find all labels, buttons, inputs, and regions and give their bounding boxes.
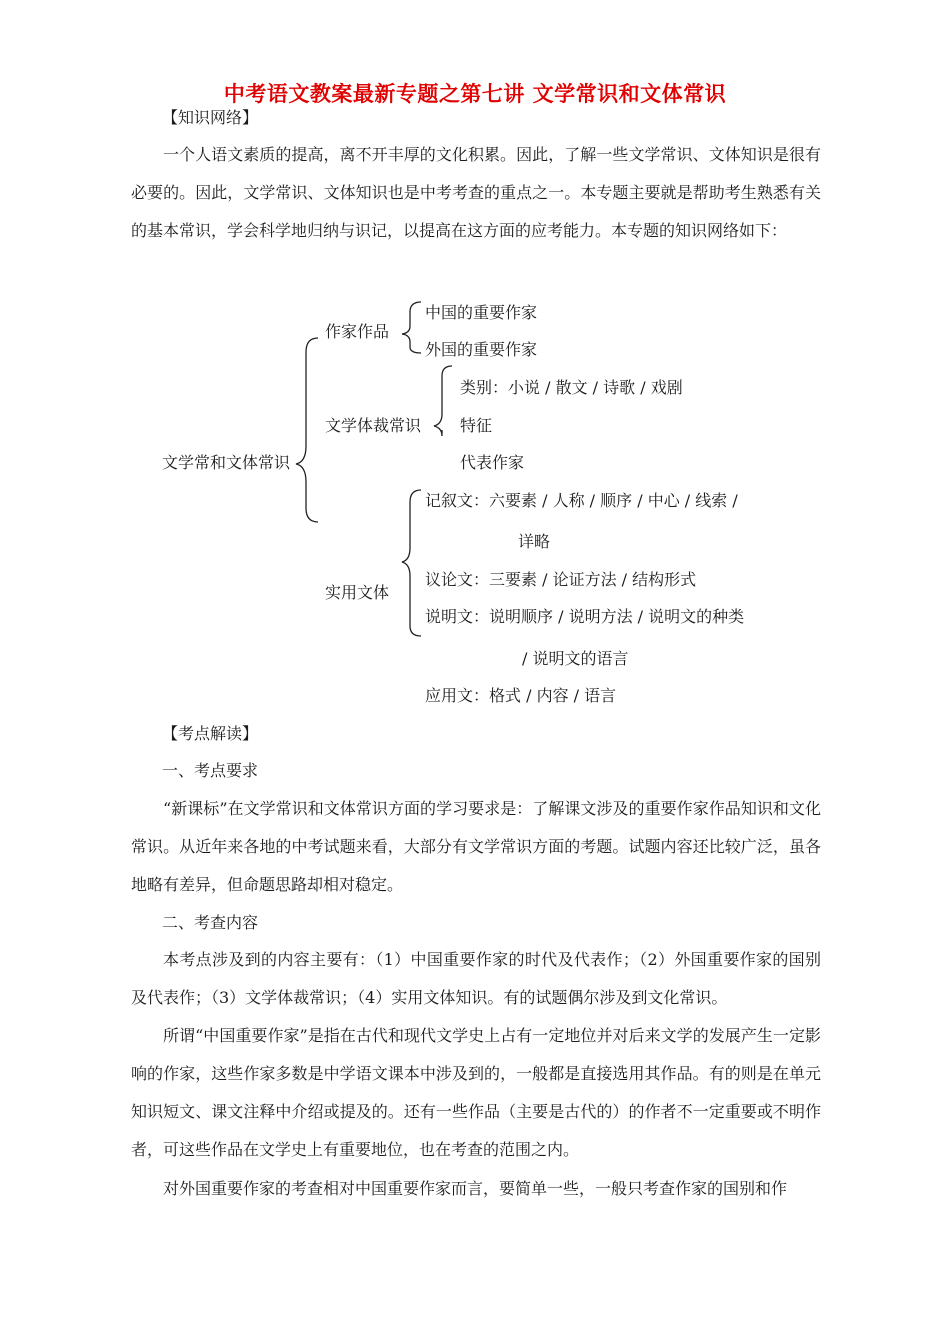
subheading-requirements: 一、考点要求 bbox=[162, 761, 259, 780]
tree-leaf-foreign-writers: 外国的重要作家 bbox=[425, 340, 538, 359]
root-brace bbox=[296, 338, 318, 522]
tree-leaf-argumentative: 议论文：三要素 / 论证方法 / 结构形式 bbox=[425, 570, 697, 589]
content-paragraph-3: 对外国重要作家的考查相对中国重要作家而言，要简单一些，一般只考查作家的国别和作 bbox=[163, 1179, 788, 1198]
tree-leaf-expository-line1: 说明文：说明顺序 / 说明方法 / 说明文的种类 bbox=[425, 607, 745, 626]
tree-leaf-genre-features: 特征 bbox=[460, 416, 493, 435]
tree-leaf-applied: 应用文：格式 / 内容 / 语言 bbox=[425, 686, 617, 705]
tree-leaf-genre-types: 类别：小说 / 散文 / 诗歌 / 戏剧 bbox=[460, 378, 683, 397]
intro-paragraph: 一个人语文素质的提高，离不开丰厚的文化积累。因此，了解一些文学常识、文体知识是很有必要的。因此，文学常识、文体知识也是中考考查的重点之一。本专题主要就是帮助考生熟悉有关的基本常识，学会科学地归纳与识记，以提高在这方面的应考能力。本专题的知识网络如下： bbox=[131, 145, 821, 240]
tree-leaf-narrative-line1: 记叙文：六要素 / 人称 / 顺序 / 中心 / 线索 / bbox=[425, 491, 738, 510]
tree-leaf-narrative-line2: 详略 bbox=[518, 532, 551, 551]
tree-leaf-chinese-writers: 中国的重要作家 bbox=[425, 303, 538, 322]
branch2-brace bbox=[434, 366, 452, 436]
tree-leaf-genre-authors: 代表作家 bbox=[460, 453, 525, 472]
branch3-brace bbox=[402, 490, 421, 636]
content-paragraph-1: 本考点涉及到的内容主要有：（1）中国重要作家的时代及代表作；（2）外国重要作家的国别及代表作；（3）文学体裁常识；（4）实用文体知识。有的试题偶尔涉及到文化常识。 bbox=[131, 950, 821, 1007]
page-title: 中考语文教案最新专题之第七讲 文学常识和文体常识 bbox=[223, 81, 727, 106]
tree-branch-genres: 文学体裁常识 bbox=[325, 416, 422, 435]
requirements-paragraph: “新课标”在文学常识和文体常识方面的学习要求是：了解课文涉及的重要作家作品知识和文化常识。从近年来各地的中考试题来看，大部分有文学常识方面的考题。试题内容还比较广泛，虽各地略有差异，但命题思路却相对稳定。 bbox=[131, 799, 821, 894]
branch1-brace bbox=[402, 302, 421, 353]
tree-branch-writers: 作家作品 bbox=[325, 322, 390, 341]
subheading-content: 二、考查内容 bbox=[162, 913, 259, 932]
tree-leaf-expository-line2: / 说明文的语言 bbox=[522, 649, 629, 668]
content-paragraph-2: 所谓“中国重要作家”是指在古代和现代文学史上占有一定地位并对后来文学的发展产生一定影响的作家，这些作家多数是中学语文课本中涉及到的，一般都是直接选用其作品。有的则是在单元知识短文、课文注释中介绍或提及的。还有一些作品（主要是古代的）的作者不一定重要或不明作者，可这些作品在文学史上有重要地位，也在考查的范围之内。 bbox=[131, 1026, 821, 1159]
section-heading-exam-points: 【考点解读】 bbox=[162, 724, 259, 743]
tree-branch-practical: 实用文体 bbox=[325, 583, 390, 602]
tree-root: 文学常和文体常识 bbox=[162, 453, 291, 472]
section-heading-knowledge-network: 【知识网络】 bbox=[162, 108, 259, 127]
